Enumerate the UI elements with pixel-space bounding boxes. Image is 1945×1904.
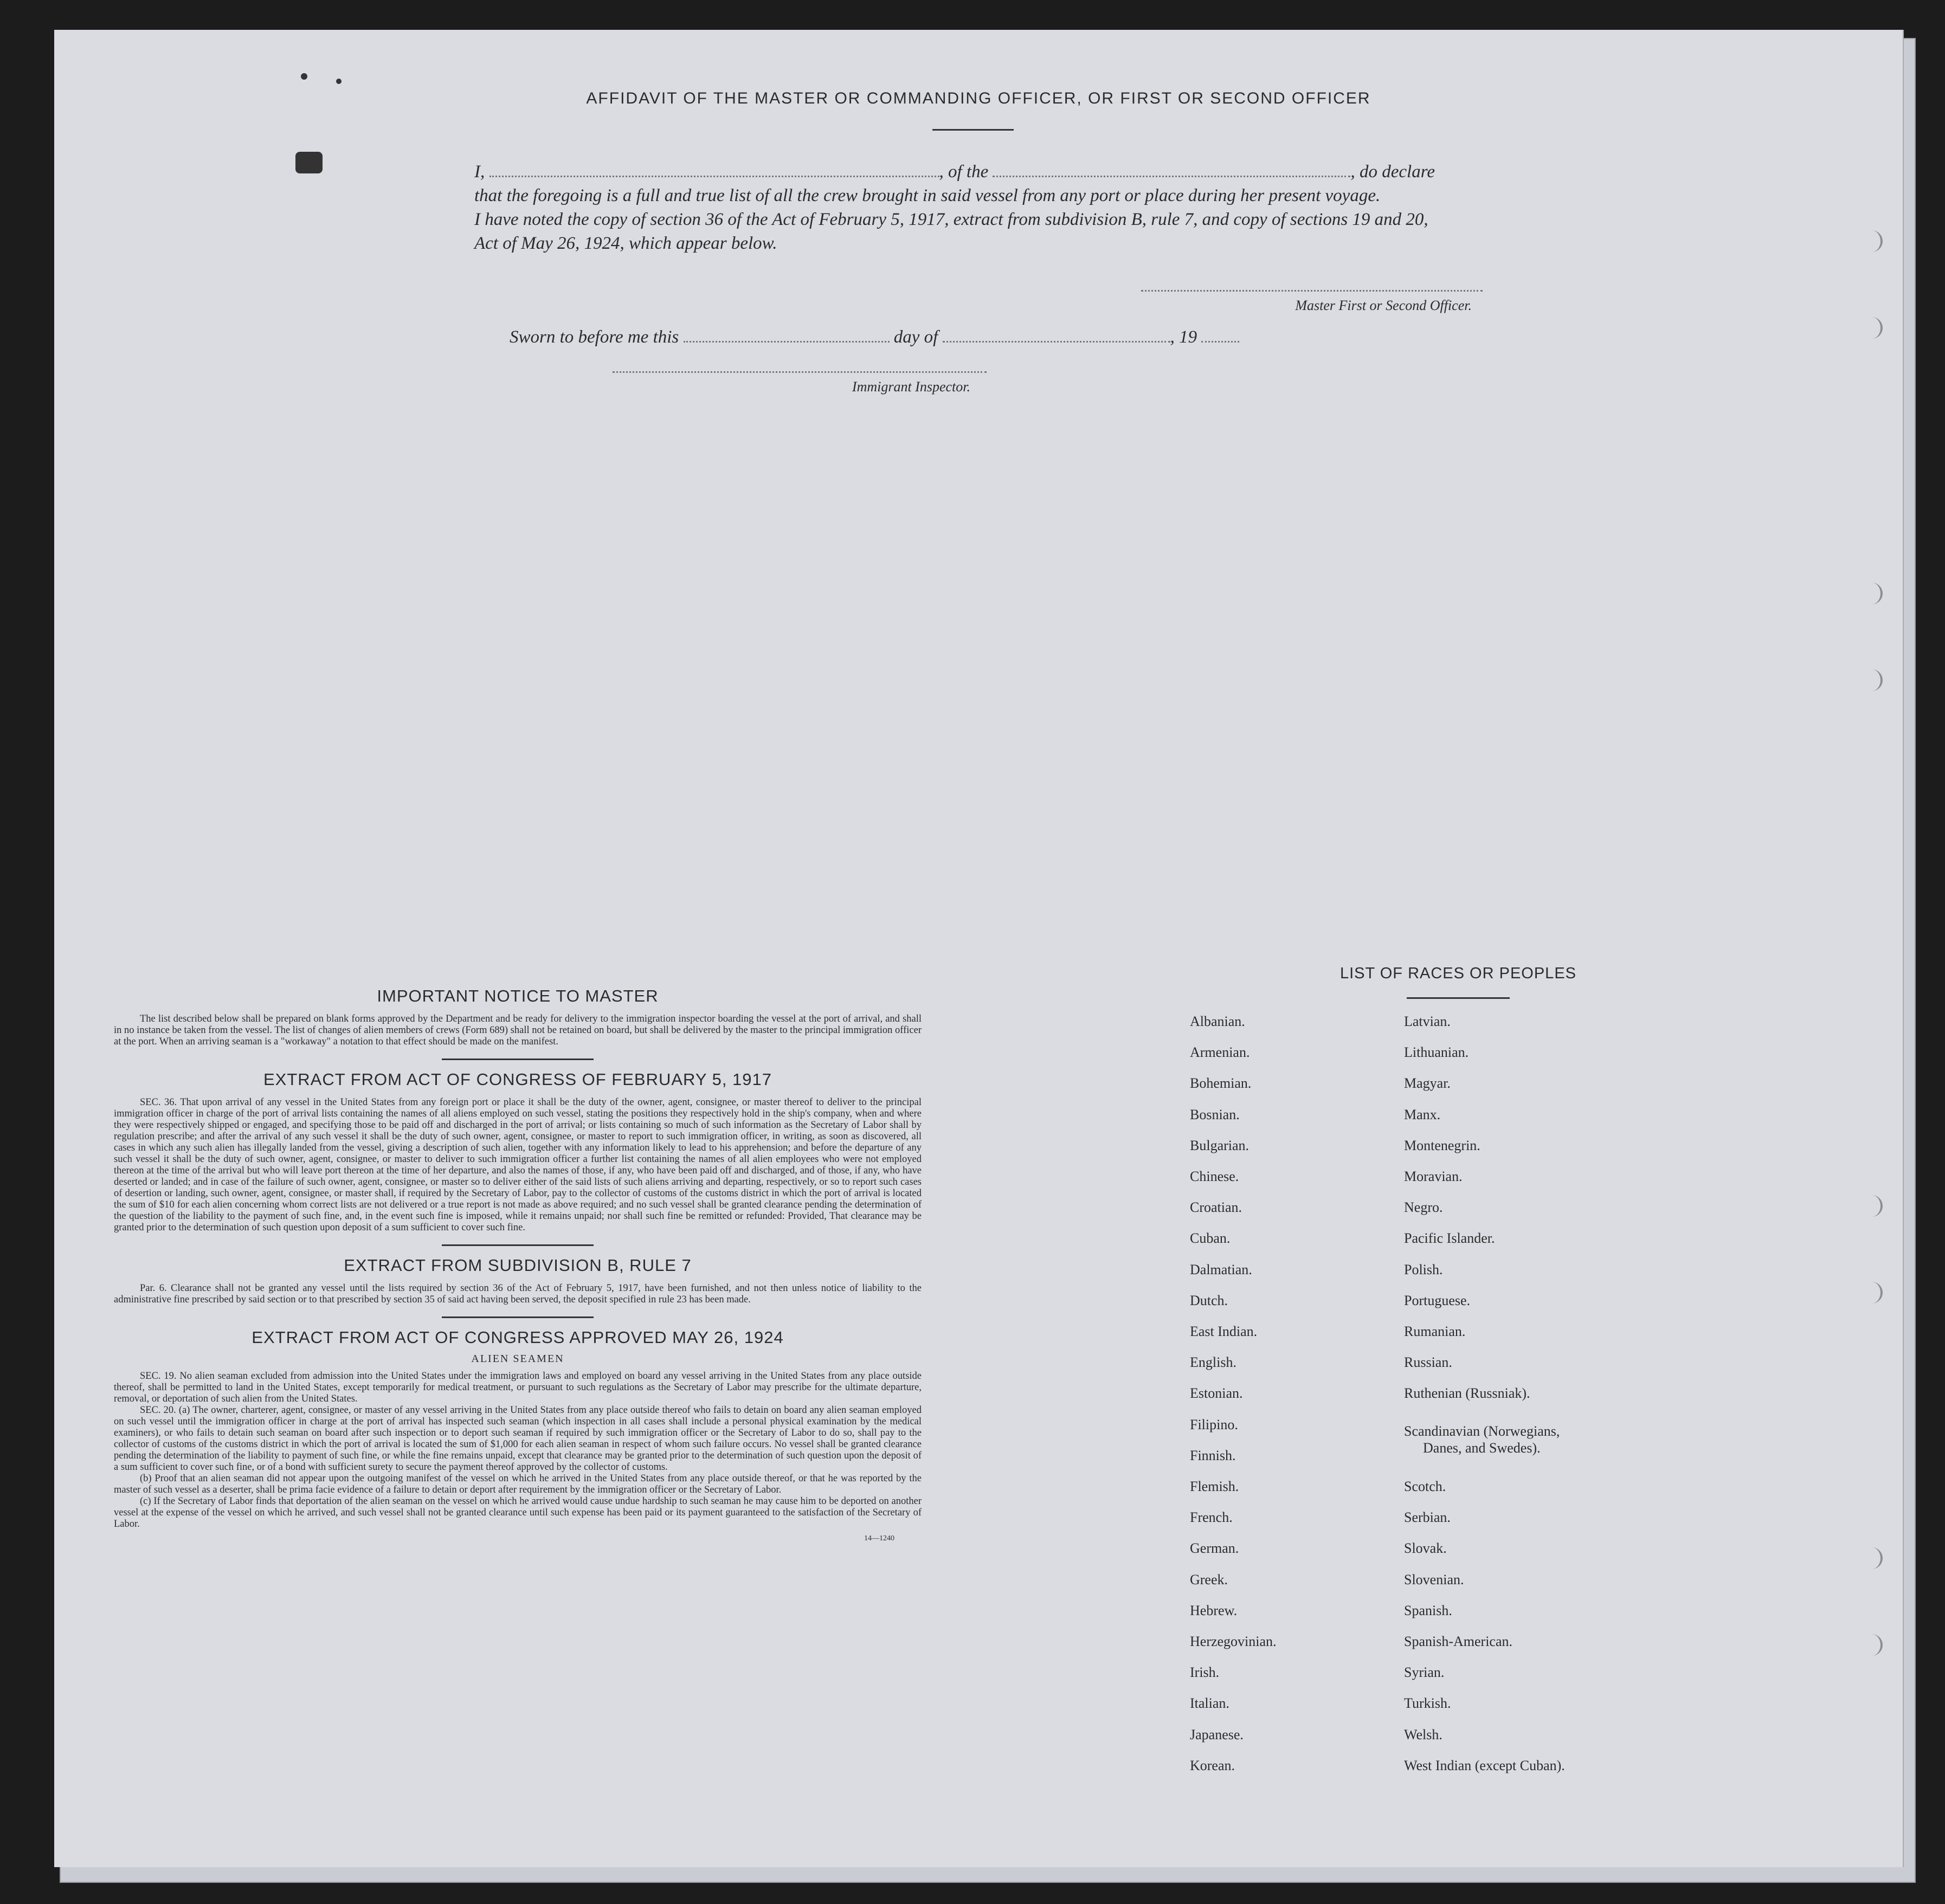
race-entry: Hebrew. <box>1190 1602 1238 1618</box>
sworn-year-label: , 19 <box>1170 327 1197 347</box>
race-entry: Finnish. <box>1190 1447 1236 1463</box>
race-entry: Rumanian. <box>1404 1324 1466 1339</box>
title-rule <box>932 129 1014 131</box>
races-title-rule <box>1407 997 1510 999</box>
race-entry: Italian. <box>1190 1695 1229 1712</box>
race-entry: Greek. <box>1190 1571 1228 1587</box>
sworn-line <box>510 325 1323 349</box>
notice-body: The list described below shall be prepared on blank forms approved by the Department and be ready for delivery to the immigration inspector boarding the vessel at the port of arrival, and shall in no instance be taken from the vessel. The list of changes of alien members of crews (Form 689) shall not be retained on board, but shall be delivered by the master to the principal immigration officer at the port. When an arriving seaman is a "workaway" a notation to that effect should be made on the manifest. <box>114 1014 922 1047</box>
race-entry: Turkish. <box>1404 1695 1451 1712</box>
race-entry: Japanese. <box>1190 1726 1244 1742</box>
race-entry: Flemish. <box>1190 1479 1239 1494</box>
race-entry: Spanish-American. <box>1404 1634 1513 1649</box>
race-entry: Danes, and Swedes). <box>1423 1440 1541 1456</box>
declaration-line-3: I have noted the copy of section 36 of the Act of February 5, 1917, extract from subdivision B, rule 7, and copy of sections 19 and 20, <box>474 210 1428 229</box>
race-entry: Armenian. <box>1190 1044 1250 1061</box>
race-entry: Moravian. <box>1404 1169 1463 1184</box>
race-entry: Syrian. <box>1404 1664 1445 1681</box>
section-20b-text: (b) Proof that an alien seaman did not appear upon the outgoing manifest of the vessel on which he arrived in the United States from any place outside thereof, or that he was reported by the master of such vessel as a deserter, shall be prima facie evidence of a failure to detain or deport after requirement by the immigration officer or the Secretary of Labor. <box>114 1473 922 1495</box>
punch-hole <box>1862 1195 1883 1217</box>
race-entry: Irish. <box>1190 1664 1220 1681</box>
race-entry: Korean. <box>1190 1757 1235 1773</box>
race-entry: West Indian (except Cuban). <box>1404 1757 1565 1773</box>
document-page <box>54 30 1904 1867</box>
section-20a-text: SEC. 20. (a) The owner, charterer, agent, consignee, or master of any vessel arriving in the United States from any place outside thereof who fails to detain on board any alien seaman employed on such vessel until the immigration officer in charge at the port of arrival has inspected such seaman (which inspection in all cases shall include a personal physical examination by the medical examiners), or who fails to detain such seaman on board after such inspection or to deport such seaman if required by such immigration officer or the Secretary of Labor to do so, shall pay to the collector of customs of the customs district in which the port of arrival is located the sum of $1,000 for each alien seaman in respect of whom such failure occurs. No vessel shall be granted clearance pending the determination of the liability to payment of such fine, or while the fine remains unpaid, except that clearance may be granted prior to the determination of such question upon the deposit of a sum sufficient to cover such fine, or of a bond with sufficient surety to secure the payment thereof approved by the collector of customs. <box>114 1405 922 1473</box>
punch-hole <box>1862 230 1883 252</box>
section-rule <box>442 1059 594 1060</box>
race-entry: Herzegovinian. <box>1190 1634 1277 1649</box>
section-rule <box>442 1316 594 1318</box>
race-entry: Ruthenian (Russniak). <box>1404 1385 1530 1402</box>
declarant-prefix: I, <box>474 162 485 182</box>
race-entry: Latvian. <box>1404 1014 1451 1029</box>
race-entry: Portuguese. <box>1404 1292 1471 1308</box>
race-entry: Scandinavian (Norwegians, <box>1404 1423 1560 1439</box>
declarant-name-blank[interactable] <box>490 175 939 177</box>
race-entry: Montenegrin. <box>1404 1137 1480 1153</box>
race-entry: Lithuanian. <box>1404 1044 1469 1061</box>
master-signature <box>1141 285 1483 314</box>
race-entry: Welsh. <box>1404 1726 1442 1742</box>
race-entry: Estonian. <box>1190 1385 1243 1402</box>
sworn-date-blank[interactable] <box>684 340 890 343</box>
subdivision-body: Par. 6. Clearance shall not be granted any vessel until the lists required by section 36 of the Act of February 5, 1917, have been furnished, and not then unless notice of liability to the administrative fine prescribed by said section or to that prescribed by section 35 of said act having been served, the deposit specified in rule 23 has been made. <box>114 1283 922 1305</box>
race-entry: Russian. <box>1404 1354 1452 1371</box>
punch-hole <box>1862 317 1883 339</box>
sworn-month-blank[interactable] <box>943 340 1170 343</box>
vessel-name-blank[interactable] <box>993 175 1350 177</box>
notice-section <box>114 986 922 1543</box>
race-entry: Cuban. <box>1190 1230 1231 1247</box>
race-entry: Polish. <box>1404 1261 1443 1277</box>
subdivision-title: EXTRACT FROM SUBDIVISION B, RULE 7 <box>344 1256 692 1275</box>
declaration-line <box>474 160 1558 184</box>
form-number: 14—1240 <box>864 1534 894 1542</box>
do-declare-label: , do declare <box>1350 162 1435 182</box>
punch-hole <box>1862 1282 1883 1303</box>
race-entry: Bohemian. <box>1190 1075 1252 1092</box>
extract-1917-body: SEC. 36. That upon arrival of any vessel in the United States from any foreign port or place it shall be the duty of the owner, agent, consignee, or master thereof to deliver to the principal immigration officer in charge of the port of arrival lists containing the names of all aliens employed on such vessel, stating the positions they respectively hold in the ship's company, when and where they were respectively shipped or engaged, and specifying those to be paid off and discharged in the port of arrival; or lists containing so much of such information as the Secretary of Labor shall by regulation prescribe; and after the arrival of any such vessel it shall be the duty of such owner, agent, consignee, or master to report to such immigration officer, in writing, as soon as discovered, all cases in which any such alien has illegally landed from the vessel, giving a description of such alien, together with any information likely to lead to his apprehension; and before the departure of any such vessel it shall be the duty of such owner, agent, consignee, or master to deliver to such immigration officer a further list containing the names of all alien employees who were not employed thereon at the time of the arrival but who will leave port thereon at the time of her departure, and also the names of those, if any, who have been paid off and discharged, and of those, if any, who have deserted or landed; and in case of the failure of such owner, agent, consignee, or master so to deliver either of the said lists of such aliens arriving and departing, respectively, or so to report such cases of desertion or landing, such owner, agent, consignee, or master shall, if required by the Secretary of Labor, pay to the collector of customs of the customs district in which the port of arrival is located the sum of $10 for each alien concerning whom correct lists are not delivered or a true report is not made as above required; and no such vessel shall be granted clearance pending the determination of the question of the liability to the payment of such fine, and, in the event such fine is imposed, while it remains unpaid; nor shall such fine be remitted or refunded: Provided, That clearance may be granted prior to the determination of such question upon deposit of a sum sufficient to cover such fine. <box>114 1097 922 1233</box>
master-signature-blank[interactable] <box>1141 289 1483 292</box>
race-entry: Dalmatian. <box>1190 1261 1252 1277</box>
section-20c-text: (c) If the Secretary of Labor finds that deportation of the alien seaman on the vessel on which he arrived would cause undue hardship to such seaman he may cause him to be deported on another vessel at the expense of the vessel on which he arrived, and such vessel shall not be granted clearance until such expense has been paid or its payment guaranteed to the satisfaction of the Secretary of Labor. <box>114 1496 922 1529</box>
ink-speck <box>336 79 342 84</box>
race-entry: English. <box>1190 1354 1236 1371</box>
sworn-day-label: day of <box>893 327 938 347</box>
race-entry: Serbian. <box>1404 1509 1451 1526</box>
section-rule <box>442 1244 594 1246</box>
notice-title: IMPORTANT NOTICE TO MASTER <box>377 986 659 1005</box>
race-entry: Bosnian. <box>1190 1106 1240 1122</box>
extract-1924-title: EXTRACT FROM ACT OF CONGRESS APPROVED MAY 26, 1924 <box>252 1328 784 1347</box>
punch-hole <box>1862 583 1883 604</box>
race-entry: Magyar. <box>1404 1075 1451 1092</box>
declaration-line-2: that the foregoing is a full and true list of all the crew brought in said vessel from any port or place during her present voyage. <box>474 186 1381 205</box>
sworn-year-blank[interactable] <box>1201 340 1239 343</box>
race-entry: Slovak. <box>1404 1540 1447 1557</box>
race-entry: Scotch. <box>1404 1479 1446 1494</box>
punch-hole <box>1862 1634 1883 1656</box>
race-entry: German. <box>1190 1540 1239 1557</box>
race-entry: Filipino. <box>1190 1416 1238 1432</box>
inspector-signature-label: Immigrant Inspector. <box>852 379 970 395</box>
inspector-signature-blank[interactable] <box>613 371 987 373</box>
punch-hole <box>1862 669 1883 691</box>
race-entry: East Indian. <box>1190 1324 1258 1339</box>
race-entry: Pacific Islander. <box>1404 1230 1495 1247</box>
section-19-text: SEC. 19. No alien seaman excluded from admission into the United States under the immigration laws and employed on board any vessel arriving in the United States from any place outside thereof, shall be permitted to land in the United States, except temporarily for medical treatment, or pursuant to such regulations as the Secretary of Labor may prescribe for the ultimate departure, removal, or deportation of such alien from the United States. <box>114 1371 922 1404</box>
race-entry: Croatian. <box>1190 1199 1242 1216</box>
ink-smudge <box>295 152 323 173</box>
race-entry: Spanish. <box>1404 1602 1452 1618</box>
master-signature-label: Master First or Second Officer. <box>1295 298 1472 313</box>
race-entry: Dutch. <box>1190 1292 1228 1308</box>
race-entry: Negro. <box>1404 1199 1443 1216</box>
sworn-prefix: Sworn to before me this <box>510 327 679 347</box>
races-title: LIST OF RACES OR PEOPLES <box>1339 965 1577 982</box>
race-entry: Bulgarian. <box>1190 1137 1250 1153</box>
of-the-label: , of the <box>939 162 989 182</box>
extract-1917-title: EXTRACT FROM ACT OF CONGRESS OF FEBRUARY 5, 1917 <box>263 1070 772 1089</box>
race-entry: Slovenian. <box>1404 1571 1464 1587</box>
declaration-line-4: Act of May 26, 1924, which appear below. <box>474 234 777 253</box>
affidavit-text <box>474 160 1558 255</box>
race-entry: Manx. <box>1404 1106 1441 1122</box>
alien-seamen-subtitle: ALIEN SEAMEN <box>471 1353 564 1365</box>
race-entry: French. <box>1190 1509 1233 1526</box>
race-entry: Albanian. <box>1190 1014 1245 1029</box>
race-entry: Chinese. <box>1190 1169 1239 1184</box>
affidavit-title: AFFIDAVIT OF THE MASTER OR COMMANDING OFFICER, OR FIRST OR SECOND OFFICER <box>586 89 1371 107</box>
punch-hole <box>1862 1547 1883 1569</box>
inspector-signature <box>613 366 987 395</box>
ink-speck <box>301 73 307 80</box>
